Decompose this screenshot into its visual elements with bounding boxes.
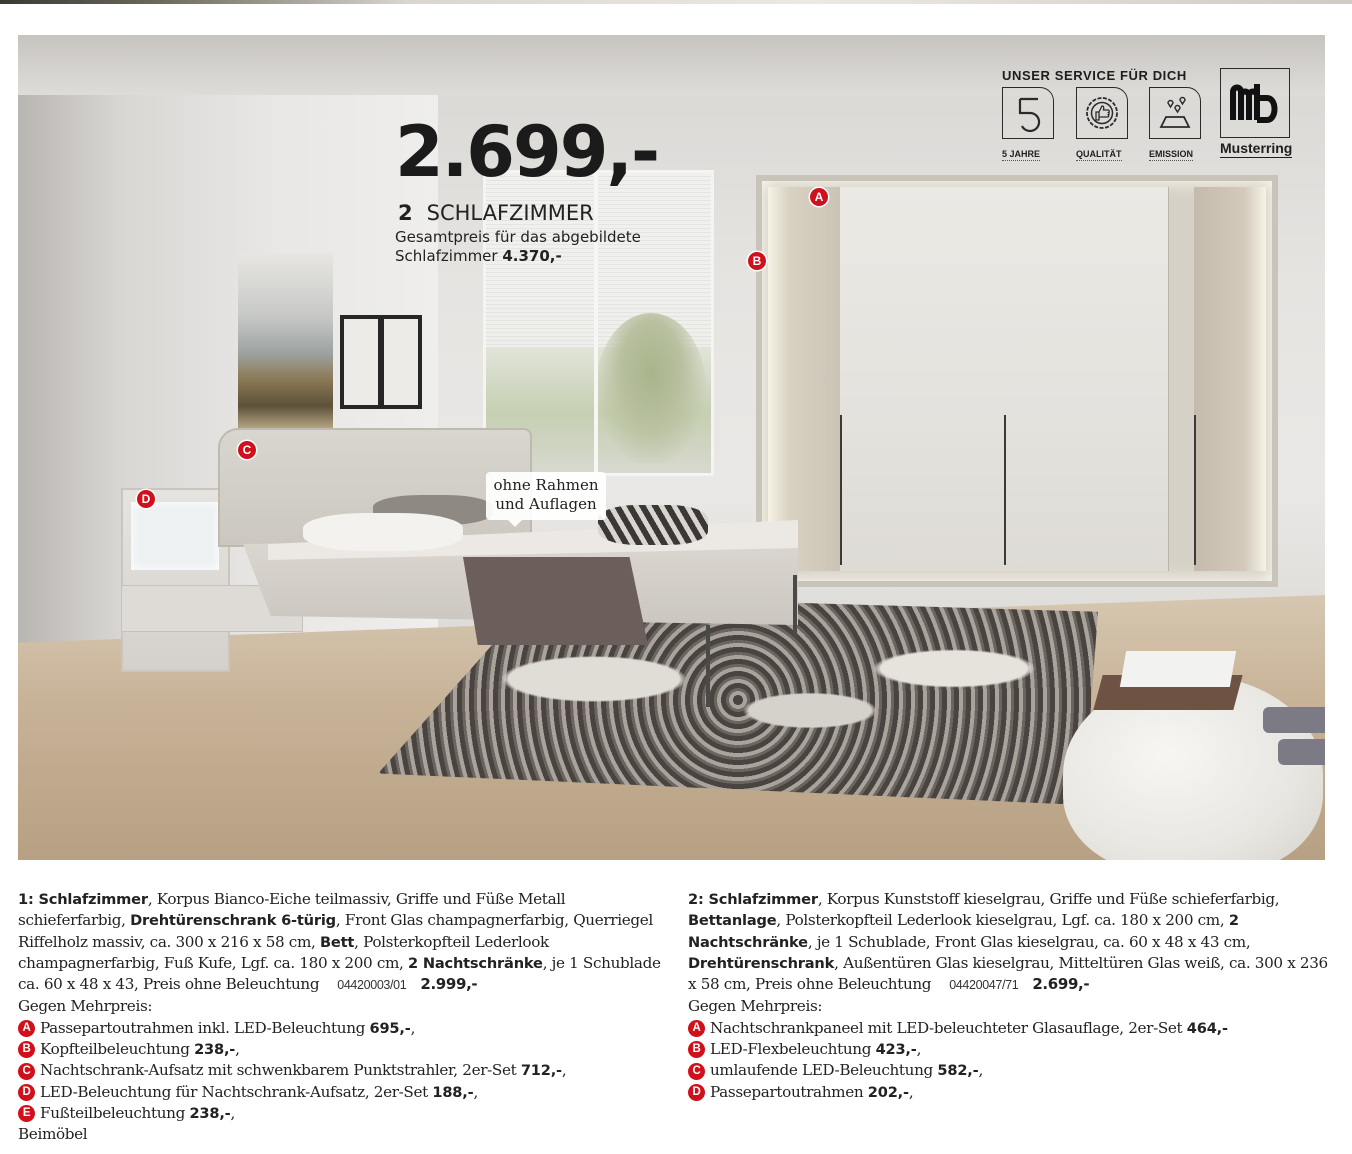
musterring-logo-icon: [1220, 68, 1290, 138]
product-name: 2 Nachtschränke: [688, 912, 1239, 951]
bedroom-photo: [18, 35, 1325, 860]
total-price-note: [395, 228, 641, 266]
extra-option-text: Passepartoutrahmen: [710, 1082, 864, 1101]
letter-marker-icon: E: [18, 1105, 35, 1122]
hero-price: 2.699,-: [395, 111, 659, 193]
wardrobe-door: [1086, 187, 1169, 571]
tree-view: [596, 313, 706, 463]
callout-bubble: [486, 472, 606, 520]
bed-leg: [793, 575, 797, 637]
hero-subheading: [398, 200, 594, 226]
extra-option-item: [18, 1039, 668, 1060]
offer-price: 2.999,-: [420, 975, 478, 994]
article-number: 04420047/71: [949, 978, 1019, 993]
ceiling: [18, 35, 1325, 95]
letter-marker-icon: C: [688, 1063, 705, 1080]
extra-option-price: 464,-: [1186, 1019, 1228, 1037]
marker-d: D: [137, 490, 155, 508]
extra-option-suffix: ,: [473, 1082, 478, 1101]
product-details: , Front Glas champagnerfarbig, Querriegel Riffelholz massiv, ca. 300 x 216 x 58 cm,: [18, 911, 653, 951]
extra-option-price: 423,-: [875, 1041, 917, 1059]
extra-option-suffix: ,: [916, 1040, 922, 1059]
extra-option-suffix: ,: [230, 1103, 236, 1122]
extra-option-text: Nachtschrank-Aufsatz mit schwenkbarem Punktstrahler, 2er-Set: [40, 1061, 517, 1080]
hero-title: SCHLAFZIMMER: [426, 201, 594, 225]
extra-option-suffix: ,: [561, 1061, 567, 1080]
letter-marker-icon: A: [18, 1020, 35, 1037]
offer-heading: 2: Schlafzimmer: [688, 891, 818, 908]
product-details: , Korpus Bianco-Eiche teilmassiv, Griffe und Füße Metall schieferfarbig,: [18, 890, 566, 930]
bed-leg: [706, 625, 710, 707]
grey-towel: [1278, 739, 1325, 765]
extra-option-price: 695,-: [369, 1019, 411, 1037]
product-details: , Korpus Kunststoff kieselgrau, Griffe und Füße schieferfarbig,: [817, 890, 1280, 908]
extra-option-text: umlaufende LED-Beleuchtung: [710, 1061, 933, 1080]
top-edge-strip: [0, 0, 1352, 4]
extra-option-text: Nachtschrankpaneel mit LED-beleuchteter Glasauflage, 2er-Set: [710, 1018, 1183, 1037]
grey-towel: [1263, 707, 1325, 733]
blanket: [463, 557, 648, 645]
extra-option-item: [688, 1018, 1338, 1039]
picture-frame: [380, 315, 422, 409]
extra-option-text: Passepartoutrahmen inkl. LED-Beleuchtung: [40, 1018, 365, 1037]
offer-body: [688, 889, 1338, 996]
extra-option-item: [688, 1039, 1338, 1060]
marker-c: C: [238, 441, 256, 459]
letter-marker-icon: B: [688, 1041, 705, 1058]
five-years-guarantee-icon: [1002, 87, 1054, 139]
nightstand-led-niche: [131, 502, 219, 570]
shirt: [1120, 651, 1236, 687]
service-label: QUALITÄT: [1076, 149, 1122, 159]
product-name: Drehtürenschrank: [688, 954, 835, 972]
letter-marker-icon: D: [18, 1084, 35, 1101]
wardrobe-door: [840, 187, 923, 571]
service-label: 5 JAHRE: [1002, 149, 1041, 159]
hero-count: 2: [398, 201, 413, 225]
extra-option-text: Kopfteilbeleuchtung: [40, 1040, 190, 1059]
emission-icon: [1149, 87, 1201, 139]
product-name: 2 Nachtschränke: [408, 954, 543, 972]
article-number: 04420003/01: [337, 978, 407, 993]
total-price-value: 4.370,-: [502, 247, 562, 265]
product-details: , Außentüren Glas kieselgrau, Mitteltüren Glas weiß, ca. 300 x 236 x 58 cm, Preis ohne Beleuchtung: [688, 953, 1328, 994]
picture-frame: [340, 315, 382, 409]
extra-option-item: [688, 1060, 1338, 1081]
wardrobe-side-panel: [768, 187, 840, 571]
extra-option-price: 202,-: [867, 1083, 909, 1101]
wall-painting: [238, 253, 333, 433]
offer-heading: 1: Schlafzimmer: [18, 891, 148, 908]
extra-option-price: 712,-: [520, 1062, 562, 1080]
total-price-line: Gesamtpreis für das abgebildete: [395, 228, 641, 246]
nightstand: [121, 488, 230, 672]
extra-option-suffix: ,: [908, 1082, 914, 1101]
extras-label: Gegen Mehrpreis:: [18, 997, 153, 1016]
pillow: [303, 513, 463, 551]
extra-option-text: Fußteilbeleuchtung: [40, 1103, 185, 1122]
callout-line: ohne Rahmen: [493, 476, 599, 494]
product-name: Drehtürenschrank 6-türig: [130, 912, 336, 930]
extra-option-suffix: ,: [978, 1061, 983, 1080]
extra-option-item: [18, 1082, 668, 1103]
offer-footer: Beimöbel: [18, 1125, 88, 1144]
extra-option-item: [18, 1018, 668, 1039]
extra-option-text: LED-Beleuchtung für Nachtschrank-Aufsatz, 2er-Set: [40, 1082, 428, 1101]
extra-option-item: [688, 1082, 1338, 1103]
window-frame: [594, 173, 598, 473]
product-name: Bettanlage: [688, 912, 777, 930]
extra-option-price: 582,-: [937, 1062, 979, 1080]
offer-price: 2.699,-: [1032, 975, 1090, 994]
extra-option-price: 238,-: [189, 1104, 231, 1122]
quality-thumbs-up-icon: [1076, 87, 1128, 139]
pattern-pillow: [598, 505, 708, 545]
letter-marker-icon: D: [688, 1084, 705, 1101]
brand-name: Musterring: [1220, 140, 1293, 156]
wardrobe: [756, 175, 1278, 587]
extra-option-price: 188,-: [432, 1083, 474, 1101]
product-details: , Polsterkopfteil Lederlook champagnerfarbig, Fuß Kufe, Lgf. ca. 180 x 200 cm,: [18, 932, 549, 972]
service-title: UNSER SERVICE FÜR DICH: [1002, 68, 1187, 83]
wardrobe-door: [1004, 187, 1087, 571]
extra-option-suffix: ,: [410, 1018, 416, 1037]
extra-option-suffix: ,: [235, 1040, 240, 1059]
marker-b: B: [748, 252, 766, 270]
letter-marker-icon: A: [688, 1020, 705, 1037]
product-name: Bett: [319, 933, 355, 951]
callout-line: und Auflagen: [495, 495, 597, 513]
extra-option-price: 238,-: [194, 1041, 236, 1059]
extra-option-item: [18, 1103, 668, 1124]
extras-label: Gegen Mehrpreis:: [688, 997, 823, 1016]
marker-a: A: [810, 188, 828, 206]
product-details: , je 1 Schublade ca. 60 x 48 x 43, Preis ohne Beleuchtung: [18, 953, 661, 994]
letter-marker-icon: B: [18, 1041, 35, 1058]
extra-option-item: [18, 1060, 668, 1081]
offer-body: [18, 889, 668, 996]
offer-1-description: [18, 889, 668, 1146]
letter-marker-icon: C: [18, 1063, 35, 1080]
extra-option-text: LED-Flexbeleuchtung: [710, 1040, 872, 1059]
wardrobe-side-panel: [1194, 187, 1266, 571]
total-price-label: Schlafzimmer: [395, 247, 498, 265]
product-details: , Polsterkopfteil Lederlook kieselgrau, Lgf. ca. 180 x 200 cm,: [776, 911, 1229, 930]
offer-2-description: [688, 889, 1338, 1103]
wardrobe-door: [922, 187, 1005, 571]
product-details: , je 1 Schublade, Front Glas kieselgrau, ca. 60 x 48 x 43 cm,: [807, 932, 1251, 951]
service-label: EMISSION: [1149, 149, 1194, 159]
